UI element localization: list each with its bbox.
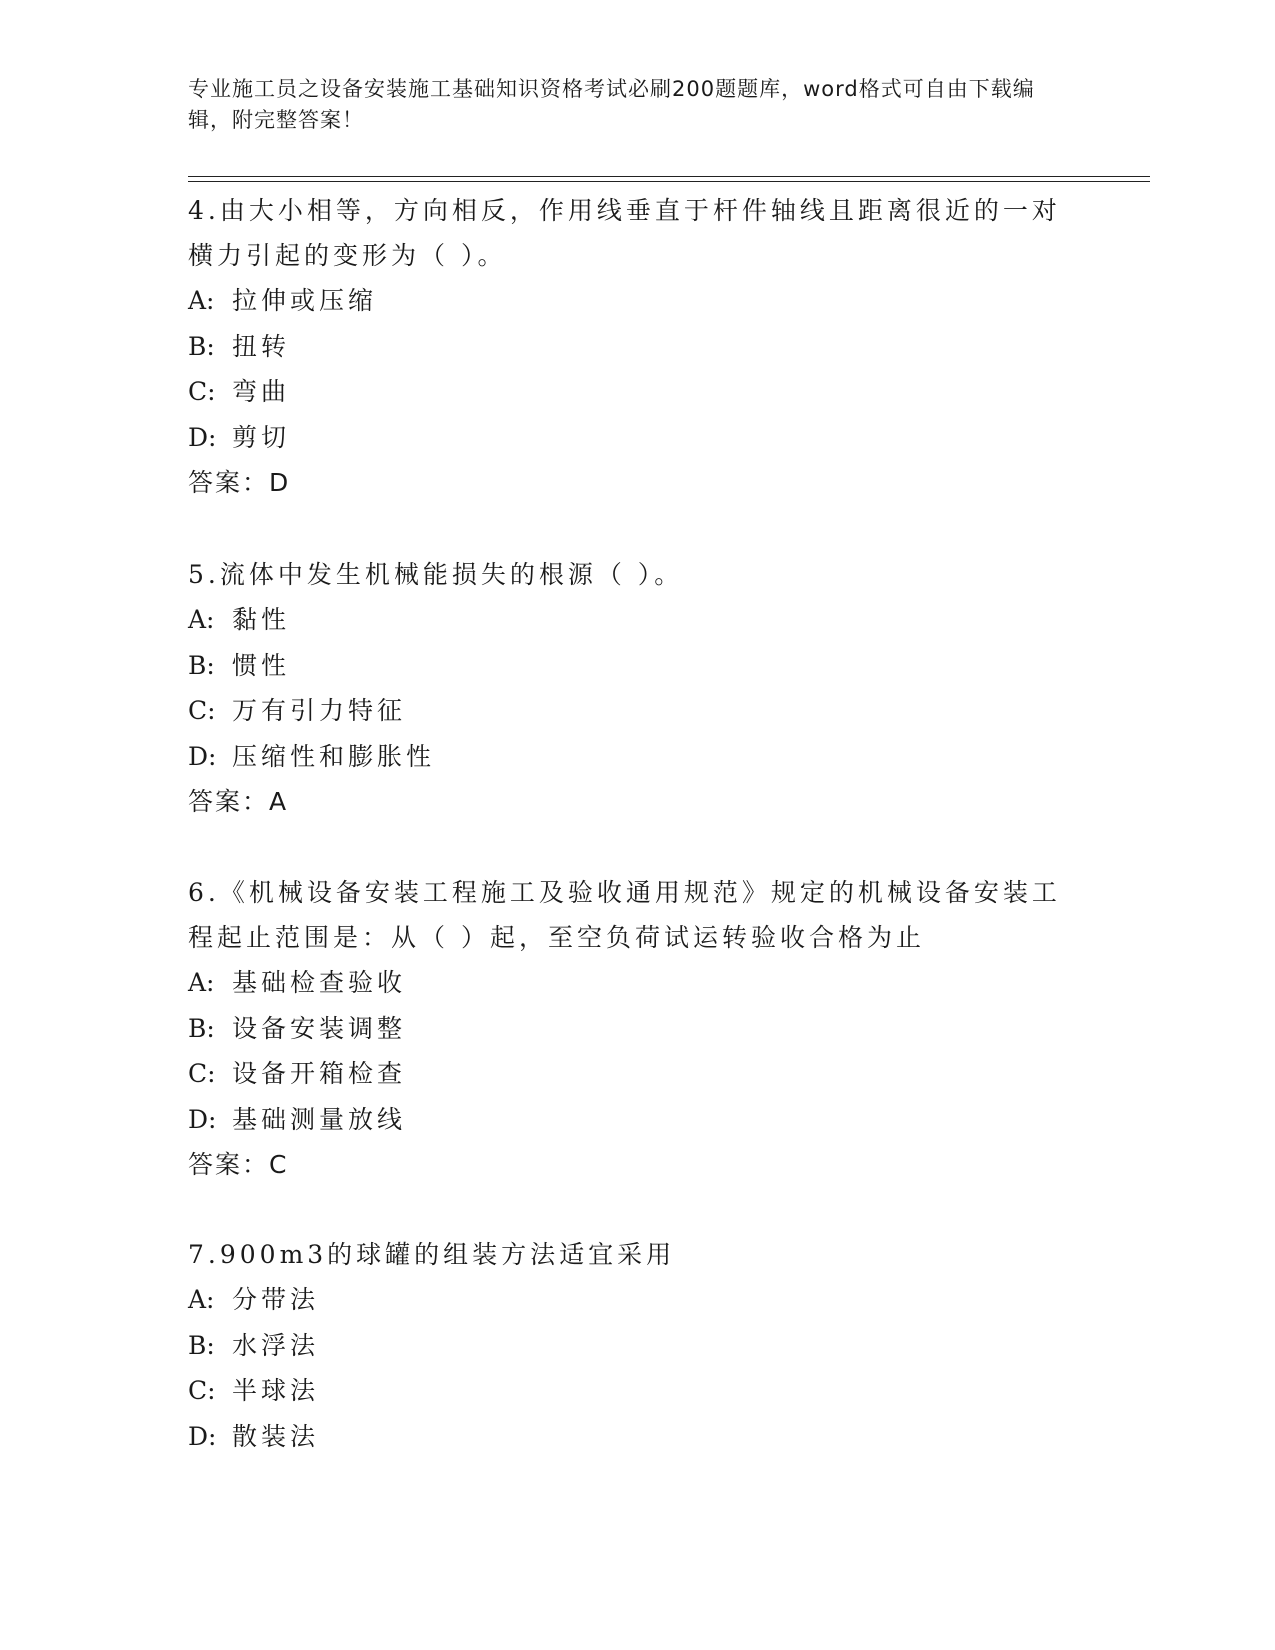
option-text: 基础检查验收 bbox=[232, 968, 407, 997]
option-d bbox=[188, 1414, 1068, 1460]
answer-line: 答案：C bbox=[188, 1150, 289, 1179]
header-divider-bottom bbox=[188, 181, 1150, 182]
option-letter: C: bbox=[188, 696, 216, 725]
option-letter: A: bbox=[188, 1285, 215, 1314]
option-text: 半球法 bbox=[232, 1376, 320, 1405]
option-text: 扭转 bbox=[232, 331, 291, 361]
question-stem: 4.由大小相等，方向相反，作用线垂直于杆件轴线且距离很近的一对横力引起的变形为（ ）。 bbox=[188, 196, 1061, 270]
option-text: 基础测量放线 bbox=[232, 1104, 407, 1134]
option-a bbox=[188, 960, 1068, 1006]
question-block bbox=[188, 1232, 1068, 1459]
question-block bbox=[188, 870, 1068, 1187]
option-a bbox=[188, 1277, 1068, 1323]
question-block bbox=[188, 188, 1068, 505]
option-letter: D: bbox=[188, 1421, 217, 1451]
option-text: 压缩性和膨胀性 bbox=[232, 741, 436, 771]
option-b bbox=[188, 324, 1068, 370]
option-letter: A: bbox=[188, 968, 215, 997]
option-text: 万有引力特征 bbox=[232, 696, 407, 725]
option-text: 水浮法 bbox=[232, 1330, 320, 1360]
option-c bbox=[188, 1368, 1068, 1414]
option-c bbox=[188, 1051, 1068, 1097]
question-stem: 7.900m3的球罐的组装方法适宜采用 bbox=[188, 1240, 676, 1269]
option-a bbox=[188, 597, 1068, 643]
option-letter: C: bbox=[188, 377, 216, 406]
option-text: 设备开箱检查 bbox=[232, 1059, 407, 1088]
question-block bbox=[188, 552, 1068, 824]
option-text: 黏性 bbox=[232, 605, 291, 634]
option-text: 剪切 bbox=[232, 422, 291, 452]
option-letter: C: bbox=[188, 1059, 216, 1088]
option-text: 惯性 bbox=[232, 650, 291, 680]
option-letter: A: bbox=[188, 605, 215, 634]
option-letter: D: bbox=[188, 422, 217, 452]
answer-line: 答案：A bbox=[188, 787, 289, 816]
document-header: 专业施工员之设备安装施工基础知识资格考试必刷200题题库，word格式可自由下载编辑，附完整答案！ bbox=[188, 77, 1035, 132]
option-d bbox=[188, 734, 1068, 780]
option-letter: B: bbox=[188, 1013, 215, 1043]
option-c bbox=[188, 688, 1068, 734]
option-text: 拉伸或压缩 bbox=[232, 286, 378, 315]
option-letter: B: bbox=[188, 1330, 215, 1360]
question-stem: 6.《机械设备安装工程施工及验收通用规范》规定的机械设备安装工程起止范围是：从（ ）起，至空负荷试运转验收合格为止 bbox=[188, 878, 1061, 952]
option-letter: C: bbox=[188, 1376, 216, 1405]
option-b bbox=[188, 1006, 1068, 1052]
option-b bbox=[188, 643, 1068, 689]
answer-line: 答案：D bbox=[188, 468, 291, 497]
option-d bbox=[188, 1097, 1068, 1143]
option-letter: D: bbox=[188, 741, 217, 771]
option-b bbox=[188, 1323, 1068, 1369]
option-letter: D: bbox=[188, 1104, 217, 1134]
option-text: 弯曲 bbox=[232, 377, 291, 406]
option-text: 分带法 bbox=[232, 1285, 320, 1314]
option-text: 散装法 bbox=[232, 1421, 320, 1451]
option-a bbox=[188, 278, 1068, 324]
option-c bbox=[188, 369, 1068, 415]
header-divider-top bbox=[188, 176, 1150, 177]
option-text: 设备安装调整 bbox=[232, 1013, 407, 1043]
option-letter: A: bbox=[188, 286, 215, 315]
option-d bbox=[188, 415, 1068, 461]
option-letter: B: bbox=[188, 331, 215, 361]
option-letter: B: bbox=[188, 650, 215, 680]
question-stem: 5.流体中发生机械能损失的根源（ ）。 bbox=[188, 560, 684, 589]
